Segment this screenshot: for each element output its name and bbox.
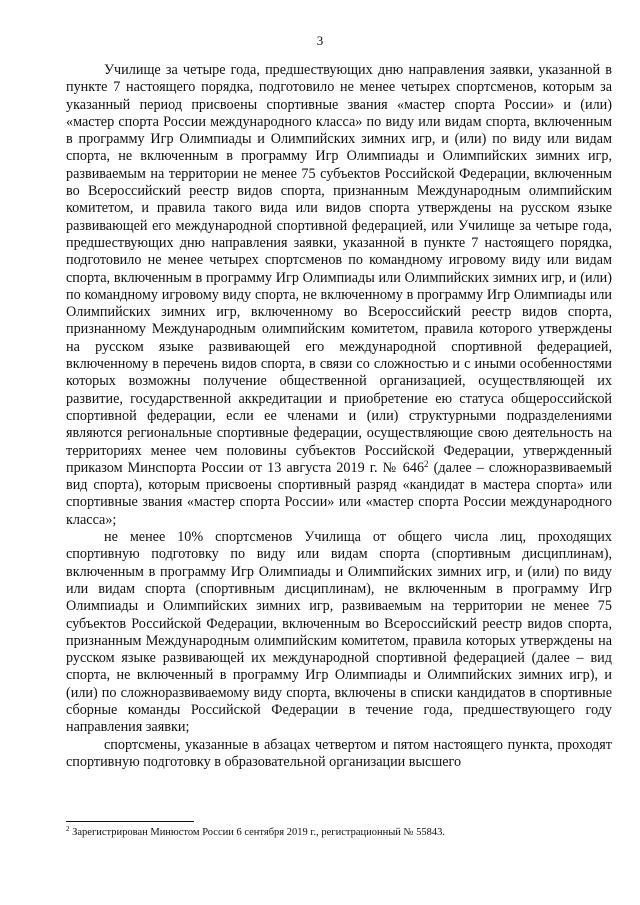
footnote-divider <box>66 821 194 822</box>
footnote <box>66 826 612 839</box>
paragraph-1-continuation: (далее – сложноразвиваемый вид спорта), которым присвоены спортивный разряд «кандидат в мастера спорта» или спортивные звания «мастер спорта России» или «мастер спорта России международного класса»; <box>66 459 613 528</box>
footnote-reference: 2 <box>424 458 429 469</box>
paragraph-1 <box>66 62 612 529</box>
footnote-mark: 2 <box>66 825 70 833</box>
document-body <box>66 62 612 771</box>
paragraph-1-text: Училище за четыре года, предшествующих дню направления заявки, указанной в пункте 7 настоящего порядка, подготовило не менее четырех спортсменов, которым за указанный период присвоены спортивные звания «мастер спорта России» и (или) «мастер спорта России международного класса» по виду или видам спорта, включенным в программу Игр Олимпиады и Олимпийских зимних игр, и (или) по виду или видам спорта, не включенным в программу Игр Олимпиады и Олимпийских зимних игр, развиваемым на территории не менее 75 субъектов Российской Федерации, включенным во Всероссийский реестр видов спорта, признанным Международным олимпийским комитетом, и правила такого вида или видов спорта утверждены на русском языке развивающей его международной спортивной федерацией, или Училище за четыре года, предшествующих дню направления заявки, указанной в пункте 7 настоящего порядка, подготовило не менее четырех спортсменов по командному игровому виду или видам спорта, включенным в программу Игр Олимпиады или Олимпийских зимних игр, и (или) по командному игровому виду спорта, не включенному в программу Игр Олимпиады или Олимпийских зимних игр, включенному во Всероссийский реестр видов спорта, признанному Международным олимпийским комитетом, правила которого утверждены на русском языке развивающей его международной спортивной федерацией, включенному в перечень видов спорта, в связи со сложностью и с иными особенностями которых возможны получение общественной организацией, осуществляющей их развитие, государственной аккредитации и приобретение ею статуса общероссийской спортивной федерации, если ее членами и (или) структурными подразделениями являются региональные спортивные федерации, осуществляющие свою деятельность на территориях менее чем половины субъектов Российской Федерации, утвержденный приказом Минспорта России от 13 августа 2019 г. № 646 <box>66 62 612 476</box>
footnote-text: Зарегистрирован Минюстом России 6 сентября 2019 г., регистрационный № 55843. <box>69 827 446 838</box>
page-number: 3 <box>316 33 324 48</box>
paragraph-3: спортсмены, указанные в абзацах четвертом и пятом настоящего пункта, проходят спортивную подготовку в образовательной организации высшего <box>66 736 612 770</box>
paragraph-2: не менее 10% спортсменов Училища от общего числа лиц, проходящих спортивную подготовку по виду или видам спорта (спортивным дисциплинам), включенным в программу Игр Олимпиады и Олимпийских зимних игр, и (или) по виду или видам спорта (спортивным дисциплинам), не включенным в программу Игр Олимпиады и Олимпийских зимних игр, развиваемым на территории не менее 75 субъектов Российской Федерации, включенным во Всероссийский реестр видов спорта, признанным Международным олимпийским комитетом, правила которых утверждены на русском языке развивающей их международной спортивной федерацией (далее – вид спорта, не включенный в программу Игр Олимпиады и Олимпийских зимних игр), и (или) по сложноразвиваемому виду спорта, включены в списки кандидатов в спортивные сборные команды Российской Федерации в течение года, предшествующего году направления заявки; <box>66 529 612 736</box>
